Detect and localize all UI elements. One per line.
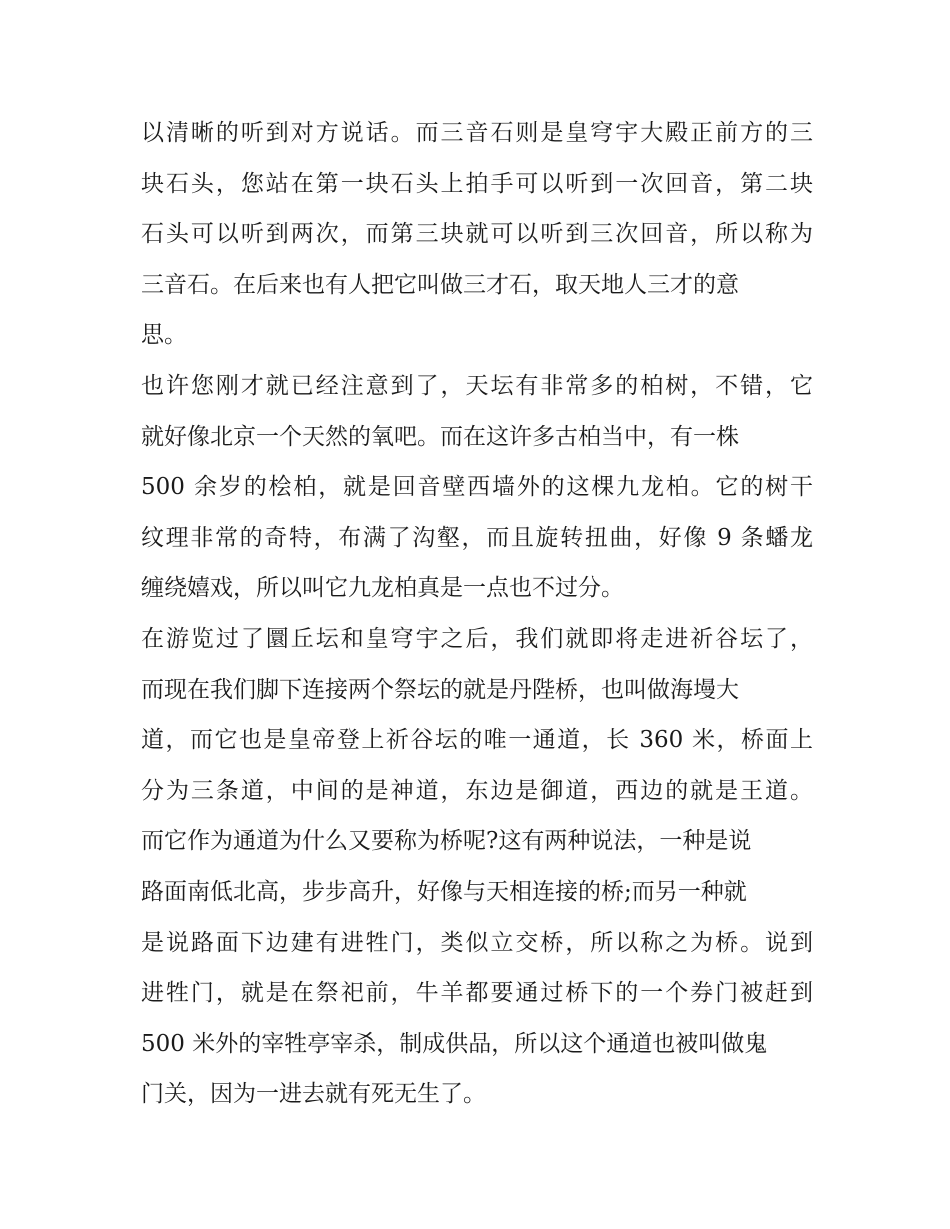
text-line: 是说路面下边建有进牲门，类似立交桥，所以称之为桥。说到 (141, 929, 813, 956)
text-line: 块石头，您站在第一块石头上拍手可以听到一次回音，第二块 (141, 170, 813, 197)
text-line: 门关，因为一进去就有死无生了。 (141, 1081, 486, 1108)
paragraph-2 (141, 361, 813, 614)
text-line: 纹理非常的奇特，布满了沟壑，而且旋转扭曲，好像 9 条蟠龙 (141, 524, 813, 551)
text-line: 石头可以听到两次，而第三块就可以听到三次回音，所以称为 (141, 221, 813, 248)
text-line: 思。 (141, 322, 187, 349)
text-line: 就好像北京一个天然的氧吧。而在这许多古柏当中，有一株 (141, 423, 739, 450)
text-line: 缠绕嬉戏，所以叫它九龙柏真是一点也不过分。 (141, 575, 624, 602)
text-line: 三音石。在后来也有人把它叫做三才石，取天地人三才的意 (141, 271, 739, 298)
text-line: 在游览过了圜丘坛和皇穹宇之后，我们就即将走进祈谷坛了， (141, 625, 813, 652)
text-line: 500 米外的宰牲亭宰杀，制成供品，所以这个通道也被叫做鬼 (141, 1030, 768, 1057)
text-line: 路面南低北高，步步高升，好像与天相连接的桥;而另一种就 (141, 878, 747, 905)
text-line: 而现在我们脚下连接两个祭坛的就是丹陛桥，也叫做海墁大 (141, 676, 739, 703)
text-line: 进牲门，就是在祭祀前，牛羊都要通过桥下的一个券门被赶到 (141, 980, 813, 1007)
text-line: 分为三条道，中间的是神道，东边是御道，西边的就是王道。 (141, 777, 813, 804)
text-line: 以清晰的听到对方说话。而三音石则是皇穹宇大殿正前方的三 (141, 120, 813, 146)
paragraph-3 (141, 614, 813, 1120)
paragraph-1 (141, 108, 813, 361)
text-line: 道，而它也是皇帝登上祈谷坛的唯一通道，长 360 米，桥面上 (141, 727, 813, 754)
document-page (141, 108, 813, 1120)
text-line: 而它作为通道为什么又要称为桥呢?这有两种说法，一种是说 (141, 828, 752, 855)
text-line: 也许您刚才就已经注意到了，天坛有非常多的柏树，不错，它 (141, 372, 813, 399)
text-line: 500 余岁的桧柏，就是回音壁西墙外的这棵九龙柏。它的树干 (141, 474, 813, 501)
